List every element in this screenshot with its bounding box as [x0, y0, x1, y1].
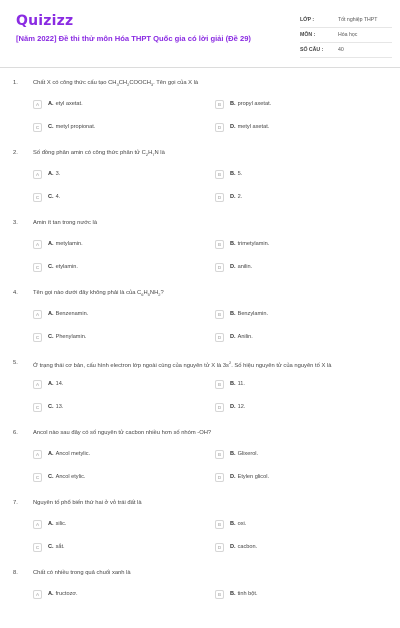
- option-letter: B.: [230, 171, 236, 177]
- option-letter: D.: [230, 404, 236, 410]
- option-text: etyl axetat.: [55, 101, 83, 107]
- option-c[interactable]: [33, 261, 78, 273]
- option-box: B: [215, 450, 224, 459]
- option-text: Ancol metylic.: [55, 451, 91, 457]
- option-letter: B.: [230, 521, 236, 527]
- option-letter: C.: [48, 544, 54, 550]
- question-text: Amin ít tan trong nước là: [33, 220, 98, 226]
- option-letter: D.: [230, 264, 236, 270]
- option-c[interactable]: [33, 471, 85, 483]
- meta-value: Hóa học: [338, 32, 358, 38]
- option-d[interactable]: [215, 471, 269, 483]
- option-letter: B.: [230, 381, 236, 387]
- meta-value: Tốt nghiệp THPT: [338, 17, 378, 23]
- option-a[interactable]: [33, 378, 63, 390]
- option-text: silic.: [55, 521, 67, 527]
- option-box: B: [215, 240, 224, 249]
- question-4: [0, 278, 400, 348]
- question-5: [0, 348, 400, 418]
- option-box: C: [33, 193, 42, 202]
- option-letter: A.: [48, 521, 54, 527]
- option-c[interactable]: [33, 401, 63, 413]
- option-a[interactable]: [33, 308, 88, 320]
- option-box: B: [215, 100, 224, 109]
- option-c[interactable]: [33, 541, 65, 553]
- meta-value: 40: [338, 47, 344, 53]
- option-b[interactable]: [215, 168, 242, 180]
- question-2: [0, 138, 400, 208]
- option-b[interactable]: [215, 588, 258, 600]
- worksheet-title: [Năm 2022] Đề thi thử môn Hóa THPT Quốc gia có lời giải (Đề 29): [16, 34, 251, 43]
- option-text: 4.: [55, 194, 61, 200]
- option-box: C: [33, 333, 42, 342]
- option-letter: C.: [48, 474, 54, 480]
- option-text: propyl axetat.: [237, 101, 272, 107]
- question-7: [0, 488, 400, 558]
- option-box: C: [33, 123, 42, 132]
- option-text: sắt.: [55, 544, 65, 550]
- option-d[interactable]: [215, 121, 269, 133]
- option-text: metylamin.: [55, 241, 83, 247]
- question-text: Tên gọi nào dưới đây không phải là của $C_6H_5NH_2$?: [33, 290, 164, 298]
- option-letter: D.: [230, 334, 236, 340]
- option-letter: B.: [230, 241, 236, 247]
- option-letter: C.: [48, 194, 54, 200]
- option-letter: D.: [230, 194, 236, 200]
- option-text: etylamin.: [55, 264, 78, 270]
- option-box: A: [33, 380, 42, 389]
- option-box: D: [215, 403, 224, 412]
- option-d[interactable]: [215, 401, 245, 413]
- option-text: 11.: [237, 381, 245, 387]
- option-b[interactable]: [215, 518, 246, 530]
- meta-row-class: [300, 13, 392, 28]
- option-letter: A.: [48, 311, 54, 317]
- option-box: B: [215, 520, 224, 529]
- option-box: D: [215, 263, 224, 272]
- option-text: 3.: [55, 171, 61, 177]
- option-box: C: [33, 263, 42, 272]
- question-number: 1.: [13, 80, 18, 86]
- option-box: A: [33, 450, 42, 459]
- option-text: trimetylamin.: [237, 241, 270, 247]
- option-b[interactable]: [215, 98, 271, 110]
- meta-row-question-count: [300, 43, 392, 58]
- question-number: 8.: [13, 570, 18, 576]
- option-box: A: [33, 590, 42, 599]
- option-d[interactable]: [215, 191, 242, 203]
- option-letter: B.: [230, 101, 236, 107]
- question-text: Ở trạng thái cơ bản, cấu hình electron lớp ngoài cùng của nguyên tử X là $3s^2$. Số hiệu nguyên tử của nguyên tố X là: [33, 360, 332, 369]
- option-box: C: [33, 403, 42, 412]
- option-text: Benzenamin.: [55, 311, 89, 317]
- question-1: [0, 68, 400, 138]
- option-box: D: [215, 333, 224, 342]
- option-letter: C.: [48, 334, 54, 340]
- option-text: 14.: [55, 381, 64, 387]
- option-letter: D.: [230, 544, 236, 550]
- option-box: B: [215, 380, 224, 389]
- option-a[interactable]: [33, 238, 83, 250]
- option-d[interactable]: [215, 331, 253, 343]
- question-text: Nguyên tố phổ biến thứ hai ở vỏ trái đất là: [33, 500, 142, 506]
- option-box: A: [33, 170, 42, 179]
- option-c[interactable]: [33, 121, 95, 133]
- option-text: metyl propionat.: [55, 124, 96, 130]
- option-text: Anilin.: [237, 334, 253, 340]
- option-a[interactable]: [33, 588, 78, 600]
- option-c[interactable]: [33, 191, 60, 203]
- option-d[interactable]: [215, 541, 257, 553]
- worksheet-header: [0, 0, 400, 62]
- option-letter: A.: [48, 381, 54, 387]
- option-box: D: [215, 543, 224, 552]
- option-box: D: [215, 193, 224, 202]
- question-text: Chất X có công thức cấu tạo $CH_3CH_2COOCH_3$. Tên gọi của X là: [33, 80, 199, 88]
- question-number: 6.: [13, 430, 18, 436]
- option-letter: D.: [230, 474, 236, 480]
- question-number: 4.: [13, 290, 18, 296]
- option-b[interactable]: [215, 238, 269, 250]
- option-box: A: [33, 240, 42, 249]
- option-text: tinh bột.: [237, 591, 258, 597]
- meta-label: SỐ CÂU :: [300, 47, 324, 53]
- option-letter: C.: [48, 404, 54, 410]
- question-number: 3.: [13, 220, 18, 226]
- question-list: [0, 68, 400, 628]
- option-letter: D.: [230, 124, 236, 130]
- option-box: B: [215, 170, 224, 179]
- option-d[interactable]: [215, 261, 252, 273]
- option-a[interactable]: [33, 518, 66, 530]
- question-text: Chất có nhiều trong quả chuối xanh là: [33, 570, 131, 576]
- option-letter: A.: [48, 451, 54, 457]
- option-text: Phenylamin.: [55, 334, 87, 340]
- option-text: 2.: [237, 194, 243, 200]
- option-box: B: [215, 590, 224, 599]
- question-number: 7.: [13, 500, 18, 506]
- meta-row-subject: [300, 28, 392, 43]
- option-box: A: [33, 520, 42, 529]
- option-b[interactable]: [215, 448, 258, 460]
- worksheet-meta: [300, 13, 392, 58]
- option-letter: A.: [48, 101, 54, 107]
- option-text: 5.: [237, 171, 243, 177]
- option-letter: C.: [48, 124, 54, 130]
- option-letter: C.: [48, 264, 54, 270]
- option-box: A: [33, 100, 42, 109]
- quizizz-logo: Quizizz: [16, 13, 74, 29]
- question-number: 5.: [13, 360, 18, 366]
- option-text: Glixerol.: [237, 451, 259, 457]
- option-a[interactable]: [33, 448, 90, 460]
- option-c[interactable]: [33, 331, 86, 343]
- option-box: A: [33, 310, 42, 319]
- meta-label: LỚP :: [300, 17, 315, 23]
- meta-label: MÔN :: [300, 32, 316, 38]
- option-letter: A.: [48, 591, 54, 597]
- option-box: D: [215, 123, 224, 132]
- question-text: Ancol nào sau đây có số nguyên tử cacbon nhiều hơn số nhóm -OH?: [33, 430, 212, 436]
- question-6: [0, 418, 400, 488]
- option-box: B: [215, 310, 224, 319]
- option-box: C: [33, 543, 42, 552]
- option-text: oxi.: [237, 521, 247, 527]
- option-text: 12.: [237, 404, 246, 410]
- question-text: Số đồng phân amin có công thức phân tử $C_2H_7N$ là: [33, 150, 165, 158]
- option-text: Ancol etylic.: [55, 474, 86, 480]
- option-letter: A.: [48, 171, 54, 177]
- option-letter: A.: [48, 241, 54, 247]
- option-text: 13.: [55, 404, 64, 410]
- option-text: fructozơ.: [55, 591, 78, 597]
- option-letter: B.: [230, 451, 236, 457]
- option-b[interactable]: [215, 378, 245, 390]
- option-text: metyl axetat.: [237, 124, 270, 130]
- option-box: D: [215, 473, 224, 482]
- option-text: Benzylamin.: [237, 311, 269, 317]
- option-box: C: [33, 473, 42, 482]
- option-letter: B.: [230, 311, 236, 317]
- option-a[interactable]: [33, 168, 60, 180]
- option-text: anilin.: [237, 264, 253, 270]
- question-3: [0, 208, 400, 278]
- question-number: 2.: [13, 150, 18, 156]
- option-text: cacbon.: [237, 544, 258, 550]
- option-a[interactable]: [33, 98, 83, 110]
- option-text: Etylen glicol.: [237, 474, 269, 480]
- question-8: [0, 558, 400, 628]
- option-b[interactable]: [215, 308, 268, 320]
- option-letter: B.: [230, 591, 236, 597]
